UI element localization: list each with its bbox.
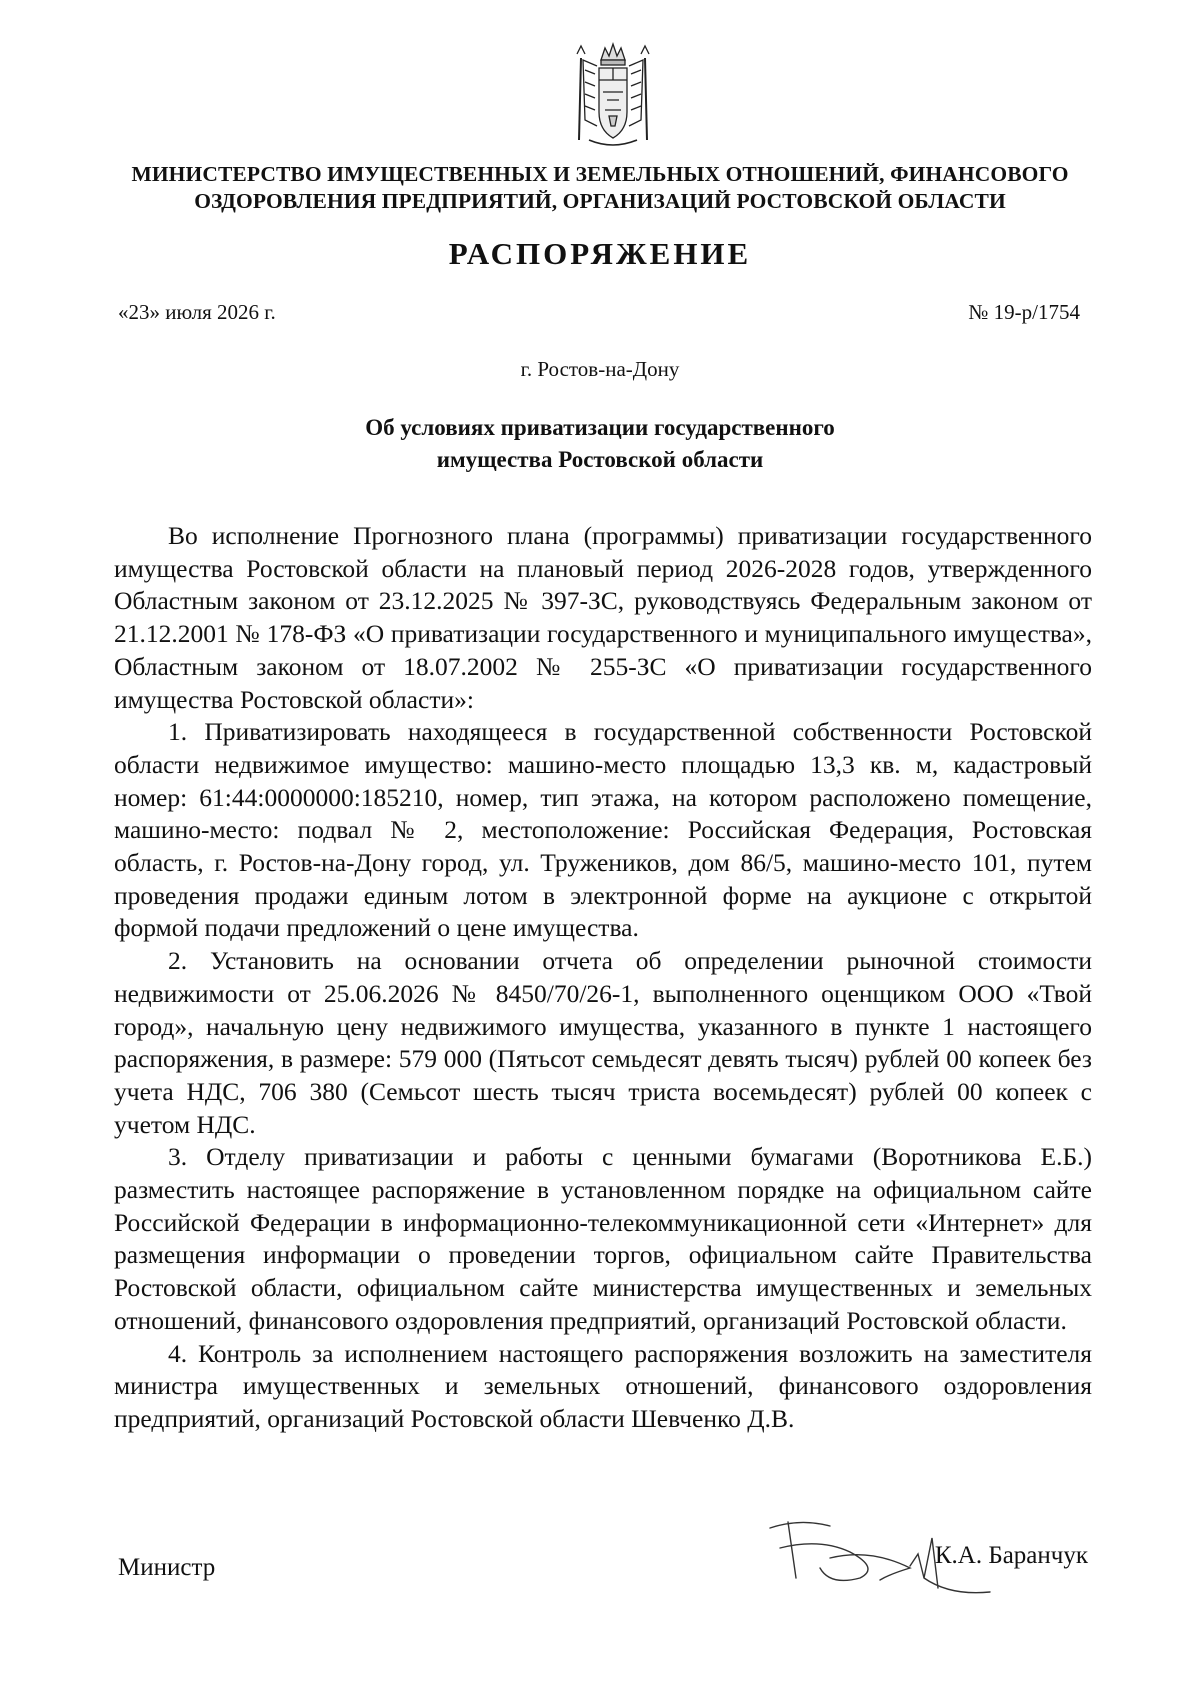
document-date: «23» июля 2026 г. <box>118 300 276 324</box>
org-line-1: МИНИСТЕРСТВО ИМУЩЕСТВЕННЫХ И ЗЕМЕЛЬНЫХ ОТНОШЕНИЙ, ФИНАНСОВОГО <box>131 162 1069 186</box>
subject-line-1: Об условиях приватизации государственного <box>365 415 835 440</box>
subject-line-2: имущества Ростовской области <box>436 447 764 472</box>
clause-3-paragraph: 3. Отделу приватизации и работы с ценными бумагами (Воротникова Е.Б.) разместить настоящее распоряжение в установленном порядке на официальном сайте Российской Федерации в информационно-телекоммуникационной сети «Интернет» для размещения информации о проведении торгов, официальном сайте Правительства Ростовской области, официальном сайте министерства имущественных и земельных отношений, финансового оздоровления предприятий, организаций Ростовской области. <box>114 1142 1092 1335</box>
coat-of-arms-icon <box>575 40 651 152</box>
document-body <box>114 520 1092 1436</box>
document-type: РАСПОРЯЖЕНИЕ <box>448 236 752 271</box>
org-line-2: ОЗДОРОВЛЕНИЯ ПРЕДПРИЯТИЙ, ОРГАНИЗАЦИЙ РОСТОВСКОЙ ОБЛАСТИ <box>194 189 1006 213</box>
document-subject <box>150 412 1050 476</box>
signatory-title: Министр <box>118 1554 216 1581</box>
clause-4-paragraph: 4. Контроль за исполнением настоящего распоряжения возложить на заместителя министра имущественных и земельных отношений, финансового оздоровления предприятий, организаций Ростовской области Шевченко Д.В. <box>114 1338 1092 1433</box>
document-city: г. Ростов-на-Дону <box>520 357 680 381</box>
signatory-name: К.А. Баранчук <box>934 1542 1088 1569</box>
clause-2-paragraph: 2. Установить на основании отчета об определении рыночной стоимости недвижимости от 25.06.2026 № 8450/70/26-1, выполненного оценщиком ООО «Твой город», начальную цену недвижимого имущества, указанного в пункте 1 настоящего распоряжения, в размере: 579 000 (Пятьсот семьдесят девять тысяч) рублей 00 копеек без учета НДС, 706 380 (Семьсот шесть тысяч триста восемьдесят) рублей 00 копеек с учетом НДС. <box>114 946 1092 1139</box>
organization-name <box>100 161 1100 215</box>
document-number: № 19-р/1754 <box>968 300 1080 324</box>
preamble-paragraph: Во исполнение Прогнозного плана (программы) приватизации государственного имущества Ростовской области на плановый период 2026-2028 годов, утвержденного Областным законом от 23.12.2025 № 397-ЗС, руководствуясь Федеральным законом от 21.12.2001 № 178-ФЗ «О приватизации государственного и муниципального имущества», Областным законом от 18.07.2002 № 255-ЗС «О приватизации государственного имущества Ростовской области»: <box>114 521 1092 714</box>
clause-1-paragraph: 1. Приватизировать находящееся в государственной собственности Ростовской области недвижимое имущество: машино-место площадью 13,3 кв. м, кадастровый номер: 61:44:0000000:185210, номер, тип этажа, на котором расположено помещение, машино-место: подвал № 2, местоположение: Российская Федерация, Ростовская область, г. Ростов-на-Дону город, ул. Тружеников, дом 86/5, машино-место 101, путем проведения продажи единым лотом в электронной форме на аукционе с открытой формой подачи предложений о цене имущества. <box>114 717 1092 943</box>
signature-block <box>0 1508 1200 1618</box>
